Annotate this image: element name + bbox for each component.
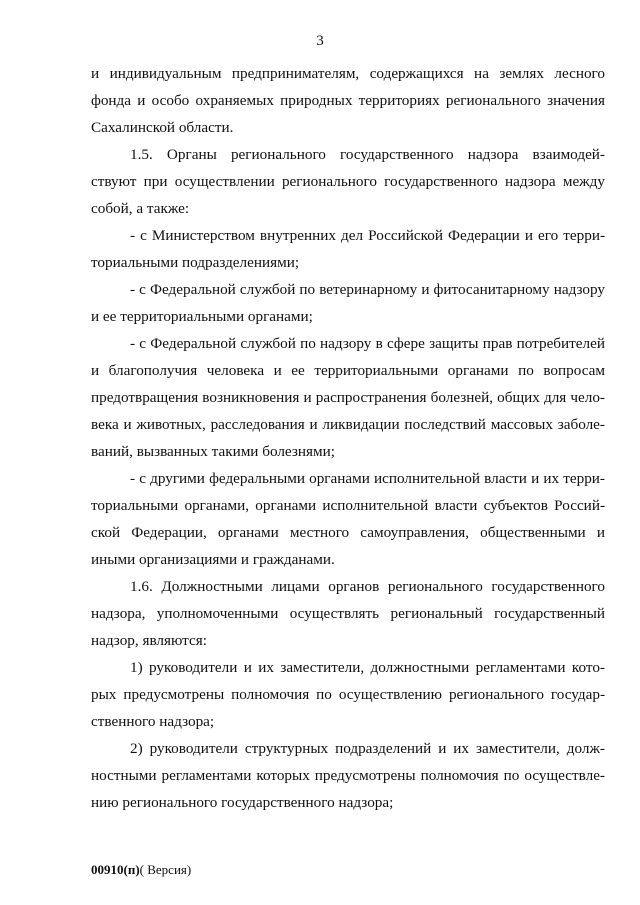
text-line: ностными регламентами которых предусмотрены полномочия по осуществле- [91,767,605,784]
text-line: рых предусмотрены полномочия по осуществлению регионального государ- [91,686,605,703]
text-line: и ее территориальными органами; [91,308,313,325]
list-item-line: - с Федеральной службой по надзору в сфере защиты прав потребителей [130,335,605,352]
text-line: фонда и особо охраняемых природных территориях регионального значения [91,92,605,109]
text-line: иными организациями и гражданами. [91,551,335,568]
text-line: ствуют при осуществлении регионального государственного надзора между [91,173,605,190]
document-code-footer [91,862,191,878]
text-line: ственного надзора; [91,713,215,730]
page-number: 3 [316,33,324,49]
section-1-6-heading-line: 1.6. Должностными лицами органов регионального государственного [130,578,605,595]
numbered-item-line: 1) руководители и их заместители, должностными регламентами кото- [130,659,605,676]
text-line: предотвращения возникновения и распространения болезней, общих для чело- [91,389,605,406]
text-line: ториальными органами, органами исполнительной власти субъектов Россий- [91,497,605,514]
text-line: нию регионального государственного надзора; [91,794,394,811]
text-line: века и животных, расследования и ликвидации последствий массовых заболе- [91,416,605,433]
text-line: и индивидуальным предпринимателям, содержащихся на землях лесного [91,65,605,82]
text-line: надзора, уполномоченными осуществлять региональный государственный [91,605,605,622]
text-line: ской Федерации, органами местного самоуправления, общественными и [91,524,605,541]
text-line: ториальными подразделениями; [91,254,300,271]
text-line: и благополучия человека и ее территориальными органами по вопросам [91,362,605,379]
numbered-item-line: 2) руководители структурных подразделений и их заместители, долж- [130,740,605,757]
document-code: 00910(п) [91,862,140,877]
list-item-line: - с другими федеральными органами исполнительной власти и их терри- [130,470,605,487]
section-1-5-heading-line: 1.5. Органы регионального государственного надзора взаимодей- [130,146,605,163]
list-item-line: - с Федеральной службой по ветеринарному и фитосанитарному надзору [130,281,605,298]
text-line: собой, а также: [91,200,190,217]
text-line: надзор, являются: [91,632,207,649]
text-line: Сахалинской области. [91,119,234,136]
list-item-line: - с Министерством внутренних дел Российской Федерации и его терри- [130,227,605,244]
text-line: ваний, вызванных такими болезнями; [91,443,335,460]
document-version: ( Версия) [139,862,192,877]
